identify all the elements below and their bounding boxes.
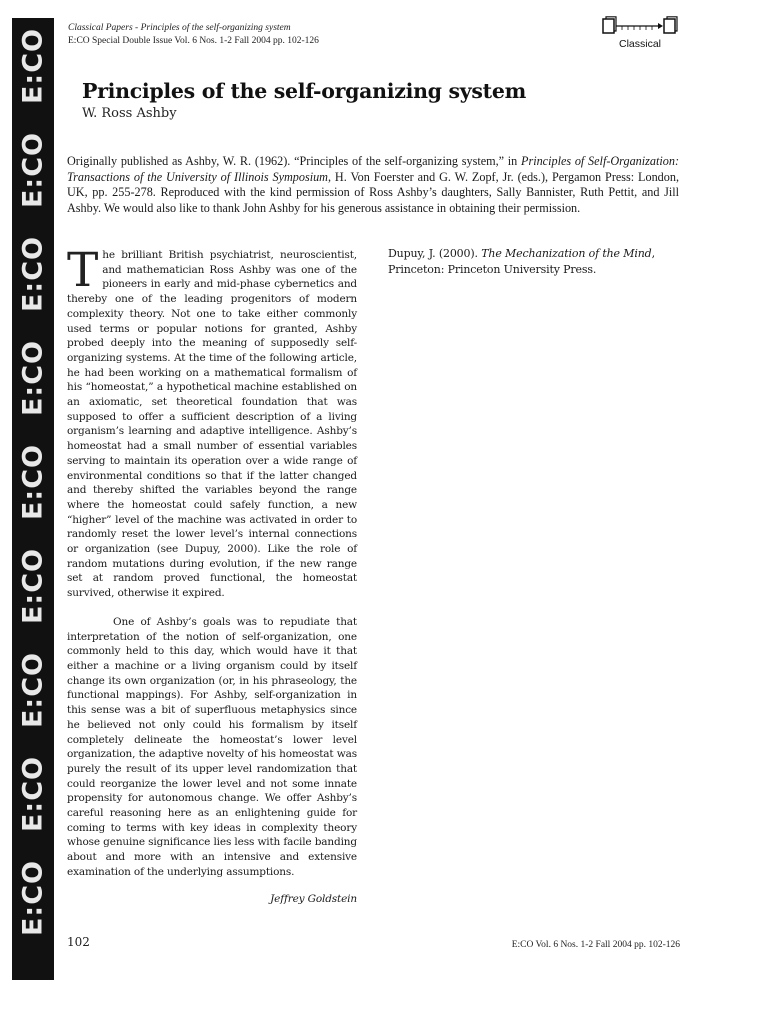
article-title: Principles of the self-organizing system — [82, 79, 526, 103]
article-author: W. Ross Ashby — [82, 106, 177, 121]
reference-authors: Dupuy, J. (2000). — [388, 247, 482, 260]
publication-note-text: , H. Von Foerster and G. W. Zopf, Jr. (eds.), Pergamon Press: London, UK, pp. 255-278. Reproduced with the kind permission of Ross Ashby’s daughters, Sally Bannister, Ruth Pettit, and Jill Ashby. We would also like to thank John Ashby for his generous assistance in obtaining their permission. — [67, 169, 680, 215]
sidebar-brand-text: E:CO — [17, 443, 49, 521]
reference-column — [388, 246, 680, 278]
sidebar-brand-text: E:CO — [17, 859, 49, 937]
footer-citation: E:CO Vol. 6 Nos. 1-2 Fall 2004 pp. 102-126 — [511, 940, 680, 950]
sidebar-brand-text: E:CO — [17, 131, 49, 209]
paragraph-text: he brilliant British psychiatrist, neuroscientist, and mathematician Ross Ashby was one of the pioneers in early and mid-phase cybernetics and thereby one of the leading progenitors of modern complexity theory. Not one to take either commonly used terms or popular notions for granted, Ashby probed deeply into the meaning of supposedly self-organizing systems. At the time of the following article, he had been working on a mathematical formalism of his “homeostat,” a hypothetical machine established on an axiomatic, set theoretical foundation that was supposed to offer a sufficient description of a living organism’s learning and adaptive intelligence. Ashby’s homeostat had a small number of essential variables serving to maintain its operation over a wide range of environmental conditions so that if the latter changed and thereby shifted the variables beyond the range where the homeostat could safely function, a new “higher” level of the machine was activated in order to randomly reset the lower level’s internal connections or organization (see Dupuy, 2000). Like the role of random mutations during evolution, if the new range set at random proved functional, the homeostat survived, otherwise it expired. — [67, 249, 357, 600]
header-issue: E:CO Special Double Issue Vol. 6 Nos. 1-2 Fall 2004 pp. 102-126 — [68, 36, 319, 46]
editorial-column — [67, 243, 357, 906]
reference-entry — [388, 246, 680, 278]
publication-source-title: Principles of Self-Organization: Transactions of the University of Illinois Symposium — [67, 154, 679, 184]
logo-caption: Classical — [618, 38, 661, 50]
classical-logo — [600, 16, 686, 52]
running-header — [68, 22, 319, 48]
publication-note-text: Originally published as Ashby, W. R. (1962). “Principles of the self-organizing system,” in — [67, 154, 522, 168]
sidebar-brand-text: E:CO — [17, 651, 49, 729]
paragraph — [67, 243, 357, 601]
sidebar-brand-text: E:CO — [17, 547, 49, 625]
sidebar-brand-text: E:CO — [17, 339, 49, 417]
reference-title: The Mechanization of the Mind — [481, 247, 652, 260]
sidebar-brand-text: E:CO — [17, 27, 49, 105]
sidebar-brand-text: E:CO — [17, 755, 49, 833]
header-series: Classical Papers - Principles of the self-organizing system — [68, 23, 291, 33]
sidebar-brand-text: E:CO — [17, 235, 49, 313]
drop-cap: T — [67, 243, 99, 298]
editor-signature: Jeffrey Goldstein — [270, 892, 357, 905]
reference-publisher: , Princeton: Princeton University Press. — [388, 247, 655, 276]
book-to-book-icon — [600, 16, 686, 40]
page-number: 102 — [67, 935, 90, 949]
paragraph: One of Ashby’s goals was to repudiate that interpretation of the notion of self-organization, one commonly held to this day, which would have it that either a machine or a living organism could by itself change its own organization (or, in his phraseology, the functional mappings). For Ashby, self-organization in this sense was a bit of superfluous metaphysics since he believed not only could his formalism by itself completely delineate the homeostat’s lower level organization, the adaptive novelty of his homeostat was purely the result of its upper level randomization that could reorganize the lower level and not some innate propensity for autonomous change. We offer Ashby’s careful reasoning here as an enlightening guide for coming to terms with key ideas in complexity theory whose genuine significance lies less with facile banding about and more with an intensive and extensive examination of the underlying assumptions. — [67, 615, 357, 878]
sidebar-brand-strip — [12, 18, 54, 980]
publication-note — [67, 154, 679, 216]
